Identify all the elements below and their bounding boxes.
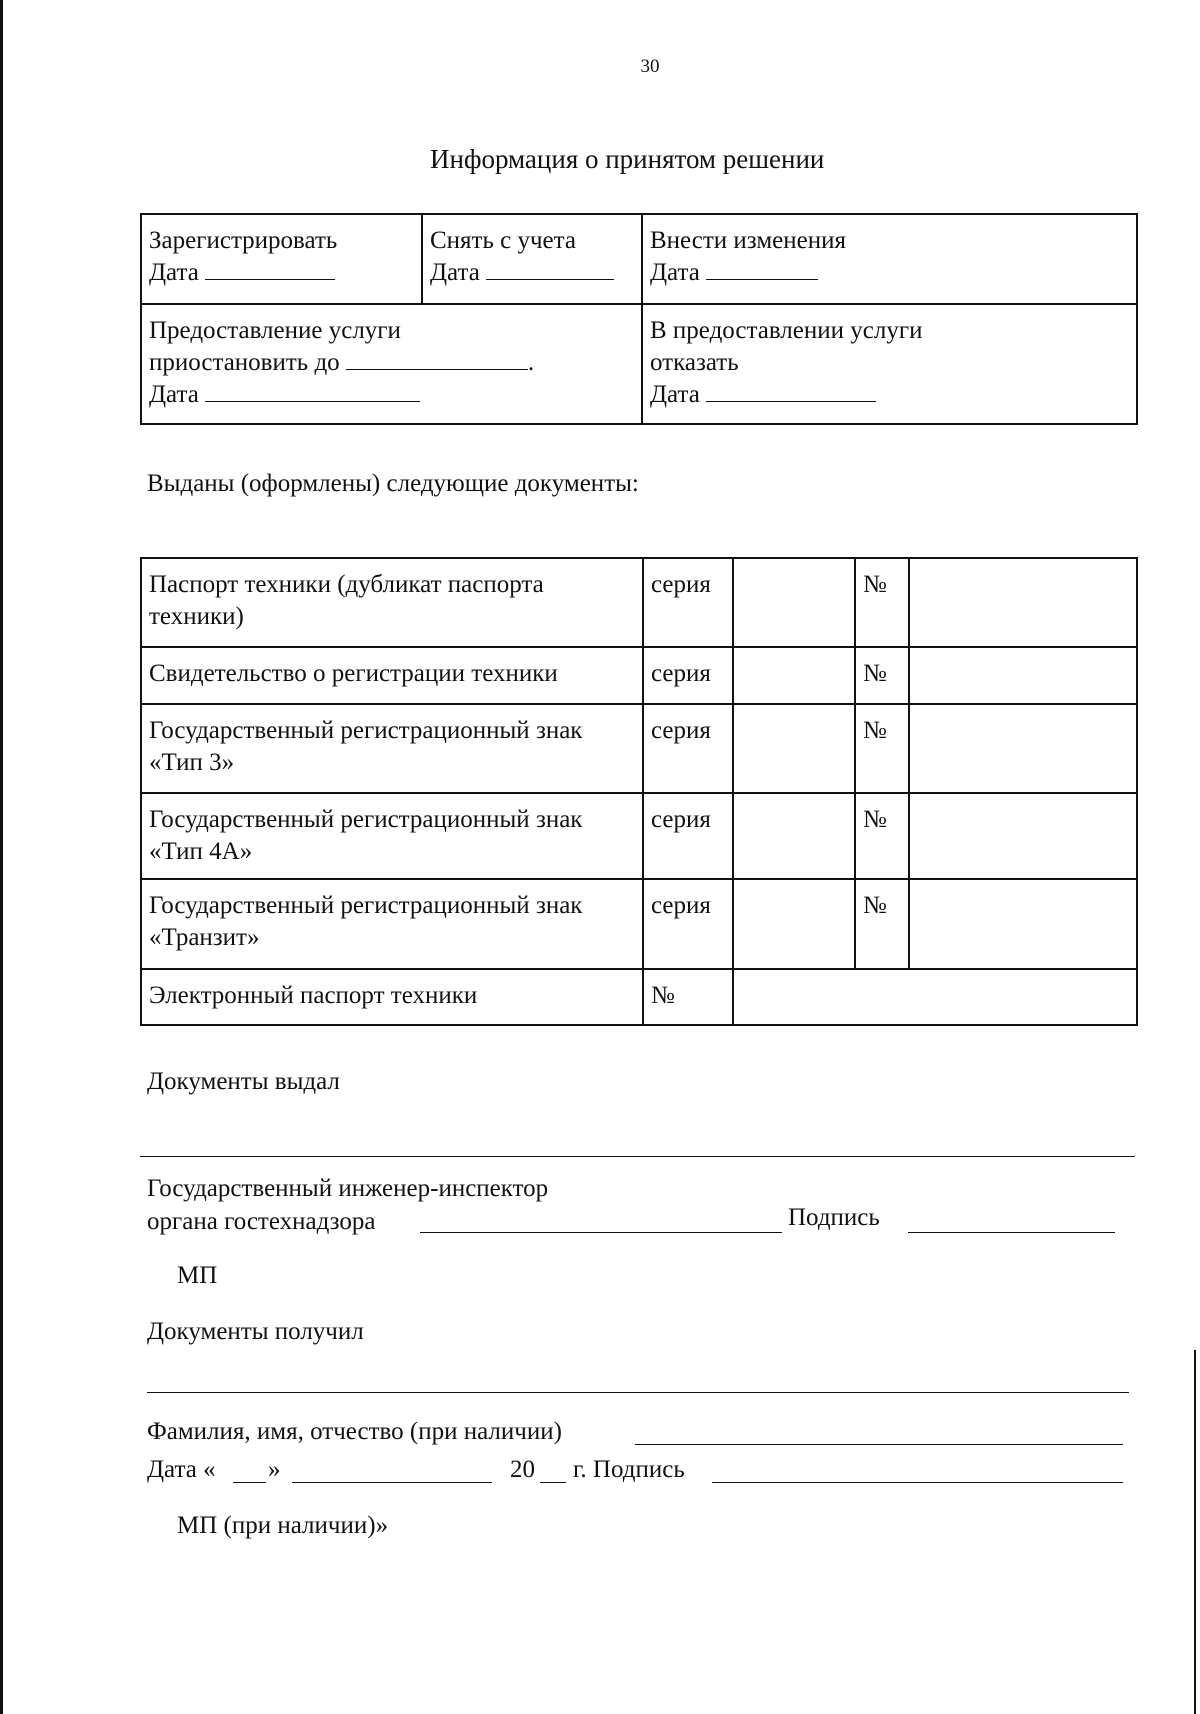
refuse-date-label: Дата [650,381,700,408]
issuer-signature-label: Подпись [788,1204,880,1231]
refuse-date-field[interactable] [706,379,876,402]
recipient-year-field[interactable] [540,1482,566,1483]
number-value-field[interactable] [909,647,1137,704]
number-label: № [855,793,909,879]
number-value-field[interactable] [733,969,1137,1025]
refuse-line2: отказать [650,349,739,376]
suspend-date-field[interactable] [205,379,420,402]
register-date-field[interactable] [205,257,335,280]
register-date-label: Дата [149,259,199,286]
page-number: 30 [640,56,660,77]
document-name: Свидетельство о регистрации техники [141,647,643,704]
register-label: Зарегистрировать [149,227,338,254]
document-name: Государственный регистрационный знак «Тип 3» [141,704,643,793]
document-name: Электронный паспорт техники [141,969,643,1025]
issuer-name-line[interactable] [140,1156,1135,1157]
deregister-date-field[interactable] [486,257,614,280]
issuer-stamp: МП [177,1262,218,1289]
amend-label: Внести изменения [650,227,846,254]
amend-date-field[interactable] [706,257,818,280]
recipient-year-suffix: г. Подпись [573,1456,685,1483]
suspend-line1: Предоставление услуги [149,317,401,344]
number-label: № [855,704,909,793]
suspend-until-field[interactable] [346,347,528,370]
suspend-cell [141,304,642,424]
refuse-line1: В предоставлении услуги [650,317,923,344]
series-value-field[interactable] [733,793,855,879]
table-row [141,704,1137,793]
series-value-field[interactable] [733,647,855,704]
suspend-date-label: Дата [149,381,199,408]
issuer-heading: Документы выдал [147,1068,340,1095]
number-value-field[interactable] [909,879,1137,969]
issued-heading: Выданы (оформлены) следующие документы: [147,470,639,497]
document-name: Государственный регистрационный знак «Транзит» [141,879,643,969]
issuer-org-field[interactable] [420,1232,782,1233]
suspend-period: . [527,349,535,376]
amend-cell [642,214,1137,304]
series-label: серия [643,879,733,969]
document-name: Государственный регистрационный знак «Тип 4А» [141,793,643,879]
documents-table [140,557,1138,1026]
recipient-name-line[interactable] [147,1392,1129,1393]
recipient-stamp: МП (при наличии)» [177,1512,389,1539]
series-value-field[interactable] [733,558,855,647]
series-label: серия [643,704,733,793]
deregister-cell [422,214,642,304]
number-value-field[interactable] [909,558,1137,647]
deregister-label: Снять с учета [430,227,576,254]
recipient-year-prefix: 20 [510,1456,535,1483]
issuer-line2: органа гостехнадзора [147,1208,376,1235]
register-cell [141,214,422,304]
recipient-signature-field[interactable] [712,1482,1123,1483]
number-label: № [855,879,909,969]
form-title: Информация о принятом решении [430,144,825,174]
table-row [141,647,1137,704]
suspend-line2: приостановить до [149,349,340,376]
recipient-date-open: Дата « [147,1456,216,1483]
recipient-fio-label: Фамилия, имя, отчество (при наличии) [147,1418,562,1445]
number-value-field[interactable] [909,704,1137,793]
series-label: серия [643,647,733,704]
recipient-month-field[interactable] [292,1482,492,1483]
table-row [141,879,1137,969]
scan-edge-left [0,0,3,1714]
recipient-fio-field[interactable] [635,1444,1123,1445]
amend-date-label: Дата [650,259,700,286]
recipient-heading: Документы получил [147,1318,364,1345]
issuer-line1: Государственный инженер-инспектор [147,1175,549,1202]
recipient-day-field[interactable] [233,1482,266,1483]
refuse-cell [642,304,1137,424]
series-value-field[interactable] [733,879,855,969]
table-row [141,793,1137,879]
series-label: серия [643,793,733,879]
number-value-field[interactable] [909,793,1137,879]
recipient-date-close: » [268,1456,281,1483]
table-row [141,558,1137,647]
series-value-field[interactable] [733,704,855,793]
series-label: серия [643,558,733,647]
scan-edge-right [1194,1350,1196,1714]
issuer-signature-field[interactable] [908,1232,1115,1233]
number-label: № [855,647,909,704]
table-row [141,969,1137,1025]
document-name: Паспорт техники (дубликат паспорта техники) [141,558,643,647]
number-label: № [643,969,733,1025]
deregister-date-label: Дата [430,259,480,286]
number-label: № [855,558,909,647]
decision-table [140,213,1138,425]
